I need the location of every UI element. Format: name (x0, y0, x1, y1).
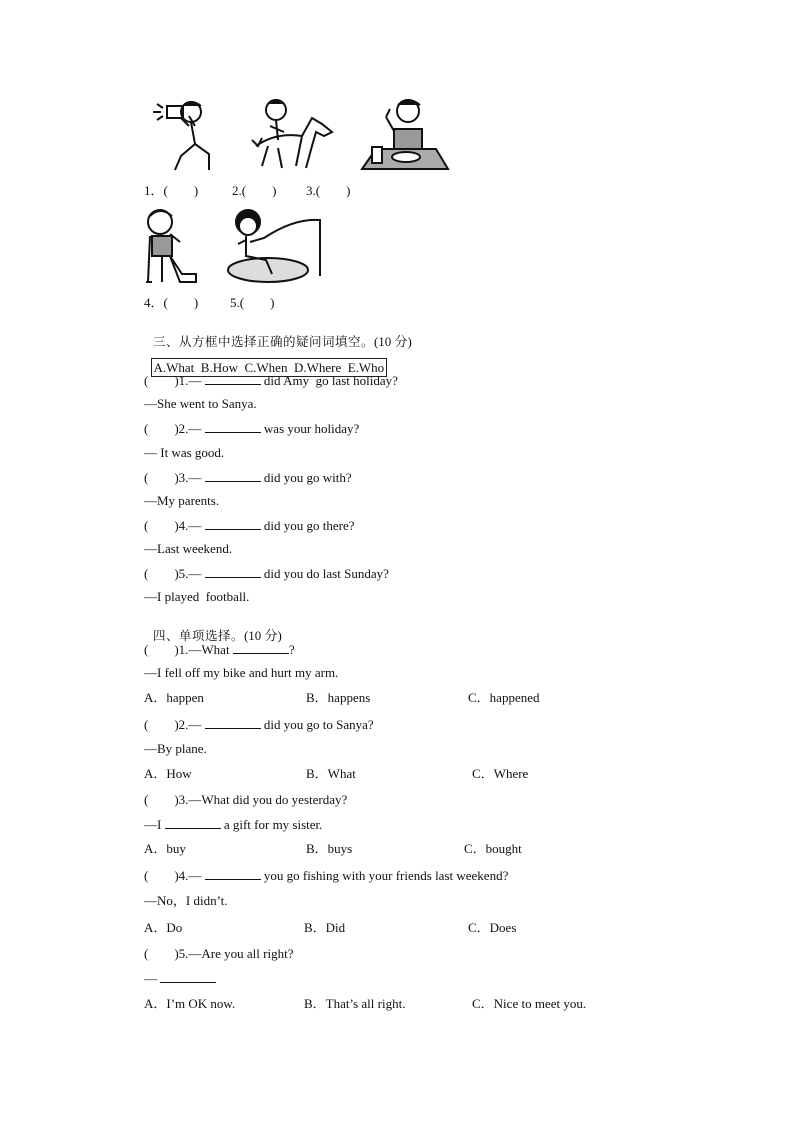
answer-blank[interactable] (205, 868, 261, 880)
answer-blank[interactable] (205, 373, 261, 385)
s4-q3-option-a[interactable]: A．buy (144, 841, 186, 856)
answer-blank[interactable] (233, 642, 289, 654)
s4-q1-option-b[interactable]: B．happens (306, 690, 371, 705)
s4-q1-option-a[interactable]: A．happen (144, 690, 204, 705)
boy-taking-photo-icon (143, 96, 223, 174)
s3-question-3: ( )3.— did you go with? (144, 470, 352, 485)
s3-answer-5: —I played football. (144, 589, 250, 604)
answer-blank[interactable] (160, 971, 216, 983)
s4-question-3: ( )3.—What did you do yesterday? (144, 792, 348, 807)
picture-label-1: 1．( ) (144, 183, 199, 198)
picture-label-4: 4．( ) (144, 295, 199, 310)
answer-blank[interactable] (205, 470, 261, 482)
s4-q2-option-a[interactable]: A．How (144, 766, 192, 781)
picture-label-3: 3.( ) (306, 183, 351, 198)
s4-answer-2: —By plane. (144, 741, 207, 756)
s4-answer-5: — (144, 971, 216, 985)
s3-question-4: ( )4.— did you go there? (144, 518, 355, 533)
s4-q2-option-c[interactable]: C．Where (472, 766, 529, 781)
s4-answer-1: —I fell off my bike and hurt my arm. (144, 665, 339, 680)
s4-q1-option-c[interactable]: C．happened (468, 690, 540, 705)
section4-heading (144, 616, 282, 642)
s4-q3-option-b[interactable]: B．buys (306, 841, 353, 856)
s3-question-1: ( )1.— did Amy go last holiday? (144, 373, 398, 388)
s3-question-5: ( )5.— did you do last Sunday? (144, 566, 389, 581)
word-box-text: A.What B.How C.When D.Where E.Who (151, 358, 388, 377)
s4-q5-option-c[interactable]: C．Nice to meet you. (472, 996, 587, 1011)
s4-q3-option-c[interactable]: C．bought (464, 841, 522, 856)
boy-fishing-icon (224, 204, 334, 286)
s4-question-1: ( )1.—What ? (144, 642, 295, 657)
answer-blank[interactable] (205, 566, 261, 578)
answer-blank[interactable] (165, 817, 221, 829)
section3-points: (10 分) (373, 333, 412, 349)
s3-answer-3: —My parents. (144, 493, 220, 508)
answer-blank[interactable] (205, 518, 261, 530)
s4-answer-3: —I a gift for my sister. (144, 817, 323, 832)
picture-label-2: 2.( ) (232, 183, 277, 198)
picture-label-5: 5.( ) (230, 295, 275, 310)
s4-question-2: ( )2.— did you go to Sanya? (144, 717, 374, 732)
s3-answer-4: —Last weekend. (144, 541, 233, 556)
s3-answer-2: — It was good. (144, 445, 225, 460)
boy-eating-icon (360, 95, 450, 173)
answer-blank[interactable] (205, 717, 261, 729)
s4-answer-4: —No，I didn’t. (144, 893, 228, 908)
s4-q4-option-a[interactable]: A．Do (144, 920, 183, 935)
answer-blank[interactable] (205, 421, 261, 433)
boy-riding-horse-icon (248, 96, 336, 174)
s4-q4-option-c[interactable]: C．Does (468, 920, 517, 935)
s3-question-2: ( )2.— was your holiday? (144, 421, 360, 436)
boy-with-crutch-icon (140, 206, 202, 286)
s4-q4-option-b[interactable]: B．Did (304, 920, 346, 935)
s3-answer-1: —She went to Sanya. (144, 396, 257, 411)
section4-points: (10 分) (243, 627, 282, 643)
s4-q5-option-b[interactable]: B．That’s all right. (304, 996, 406, 1011)
section3-heading-text: 三、从方框中选择正确的疑问词填空。 (152, 333, 374, 349)
section3-heading (144, 322, 412, 348)
section4-heading-text: 四、单项选择。 (152, 627, 244, 643)
s4-question-4: ( )4.— you go fishing with your friends last weekend? (144, 868, 509, 883)
word-box (144, 348, 387, 374)
s4-question-5: ( )5.—Are you all right? (144, 946, 294, 961)
s4-q2-option-b[interactable]: B．What (306, 766, 356, 781)
s4-q5-option-a[interactable]: A．I’m OK now. (144, 996, 236, 1011)
